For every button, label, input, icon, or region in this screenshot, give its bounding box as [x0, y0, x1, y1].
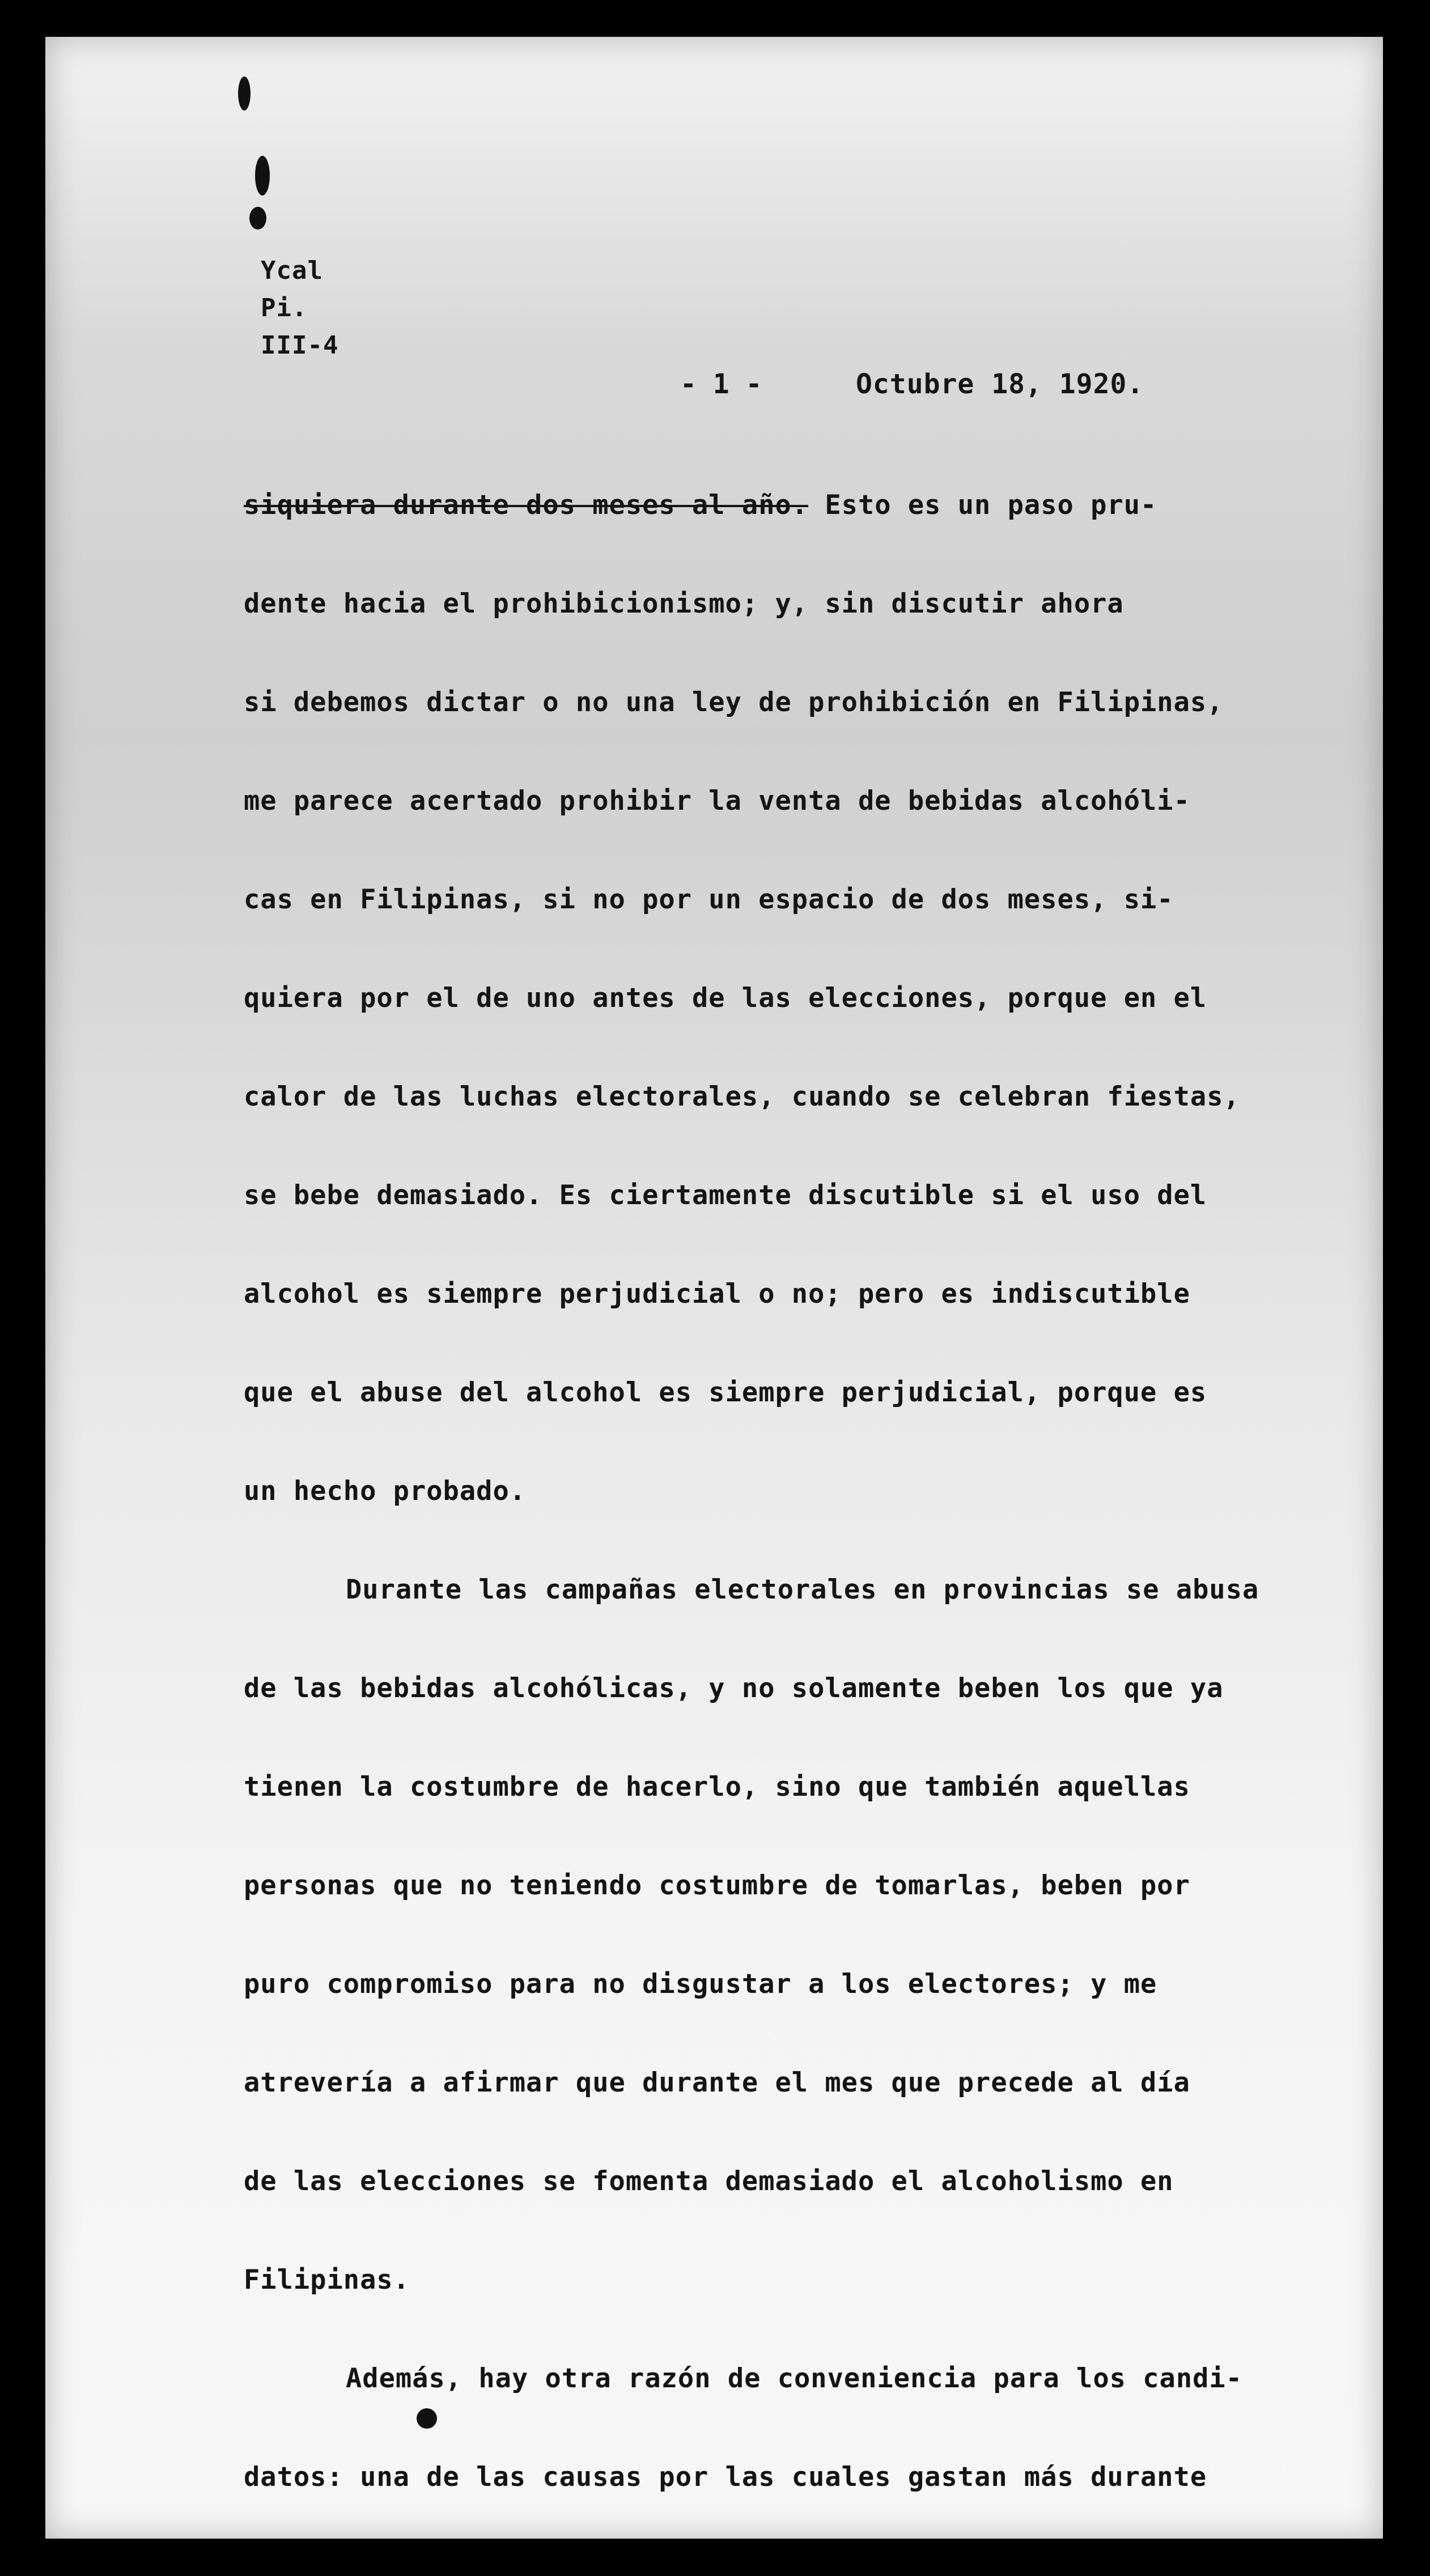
text-line: alcohol es siempre perjudicial o no; pero es indiscutible: [244, 1278, 1190, 1310]
text-line: de las elecciones se fomenta demasiado el alcoholismo en: [244, 2166, 1174, 2197]
text-line-remainder: Esto es un paso pru-: [808, 490, 1157, 521]
text-line: tienen la costumbre de hacerlo, sino que también aquellas: [244, 1771, 1190, 1803]
file-reference-line: III-4: [261, 331, 339, 360]
file-reference-line: Ycal: [261, 256, 323, 285]
text-line: que el abuse del alcohol es siempre perjudicial, porque es: [244, 1377, 1207, 1408]
document-date: Octubre 18, 1920.: [856, 368, 1144, 400]
struck-text: siquiera durante dos meses al año.: [244, 490, 809, 521]
text-line: dente hacia el prohibicionismo; y, sin discutir ahora: [244, 588, 1124, 619]
text-line: me parece acertado prohibir la venta de bebidas alcohóli-: [244, 785, 1190, 817]
text-line: si debemos dictar o no una ley de prohibición en Filipinas,: [244, 687, 1224, 718]
page-number: - 1 -: [680, 368, 762, 400]
text-line: datos: una de las causas por las cuales gastan más durante: [244, 2462, 1207, 2493]
text-line: Filipinas.: [244, 2264, 410, 2296]
ink-smudge: [255, 156, 270, 195]
file-reference-line: Pi.: [261, 294, 308, 322]
text-line: quiera por el de uno antes de las elecciones, porque en el: [244, 983, 1207, 1014]
ink-smudge: [249, 207, 266, 229]
text-line: Además, hay otra razón de conveniencia para los candi-: [346, 2363, 1243, 2394]
text-line: un hecho probado.: [244, 1476, 527, 1507]
text-line: se bebe demasiado. Es ciertamente discutible si el uso del: [244, 1180, 1207, 1211]
text-line: atrevería a afirmar que durante el mes que precede al día: [244, 2067, 1190, 2098]
document-page: [45, 37, 1383, 2539]
file-reference: [261, 252, 338, 364]
text-line: personas que no teniendo costumbre de tomarlas, beben por: [244, 1870, 1190, 1901]
body-text: [244, 456, 1349, 2527]
text-line: cas en Filipinas, si no por un espacio de dos meses, si-: [244, 884, 1174, 915]
ink-smudge: [238, 76, 251, 110]
text-line: [244, 456, 1349, 555]
text-line: puro compromiso para no disgustar a los electores; y me: [244, 1969, 1157, 2000]
text-line: Durante las campañas electorales en provincias se abusa: [346, 1574, 1259, 1605]
text-line: calor de las luchas electorales, cuando se celebran fiestas,: [244, 1081, 1240, 1112]
text-line: de las bebidas alcohólicas, y no solamente beben los que ya: [244, 1673, 1224, 1704]
